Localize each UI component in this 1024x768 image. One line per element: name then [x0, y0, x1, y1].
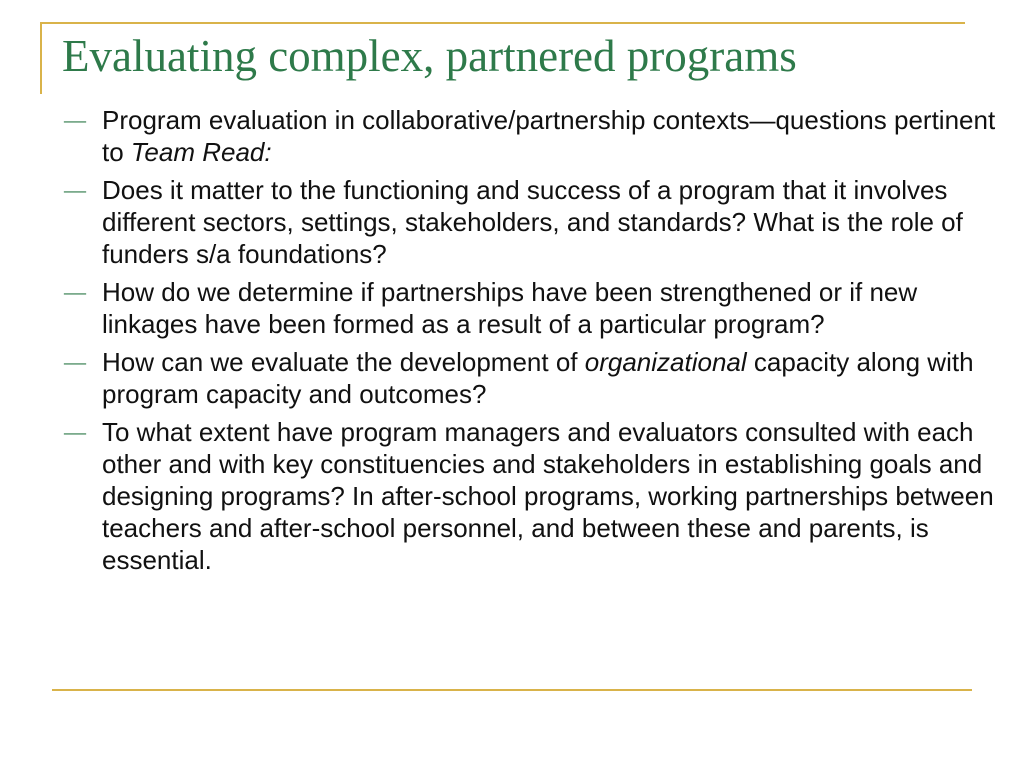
bullet-emphasis: Team Read: — [130, 137, 272, 167]
dash-marker: — — [64, 349, 86, 374]
bullet-item-5 — [64, 416, 1004, 576]
bullet-item-3 — [64, 276, 1004, 340]
dash-marker: — — [64, 177, 86, 202]
bullet-text: How can we evaluate the development of — [102, 347, 585, 377]
bullet-emphasis: organizational — [584, 347, 747, 377]
dash-marker: — — [64, 279, 86, 304]
bullet-text-end: capacity along with program capacity and outcomes? — [102, 347, 974, 409]
bullet-item-2 — [64, 174, 1004, 270]
bullet-text: Program evaluation in collaborative/partnership contexts—questions pertinent to — [102, 105, 996, 167]
bullet-list — [64, 104, 1004, 582]
bullet-text: To what extent have program managers and evaluators consulted with each other and with key constituencies and stakeholders in establishing goals and designing programs? In after-school programs, working partnerships between teachers and after-school personnel, and between these and parents, is essential. — [102, 417, 994, 575]
dash-marker: — — [64, 107, 86, 132]
slide-title: Evaluating complex, partnered programs — [62, 31, 797, 81]
top-rule — [40, 22, 965, 24]
bottom-rule — [52, 689, 972, 691]
bullet-text: How do we determine if partnerships have been strengthened or if new linkages have been formed as a result of a particular program? — [102, 277, 918, 339]
dash-marker: — — [64, 419, 86, 444]
bullet-item-4 — [64, 346, 1004, 410]
bullet-item-1 — [64, 104, 1004, 168]
bullet-text: Does it matter to the functioning and success of a program that it involves different sectors, settings, stakeholders, and standards? What is the role of funders s/a foundations? — [102, 175, 963, 269]
left-rule — [40, 22, 42, 94]
